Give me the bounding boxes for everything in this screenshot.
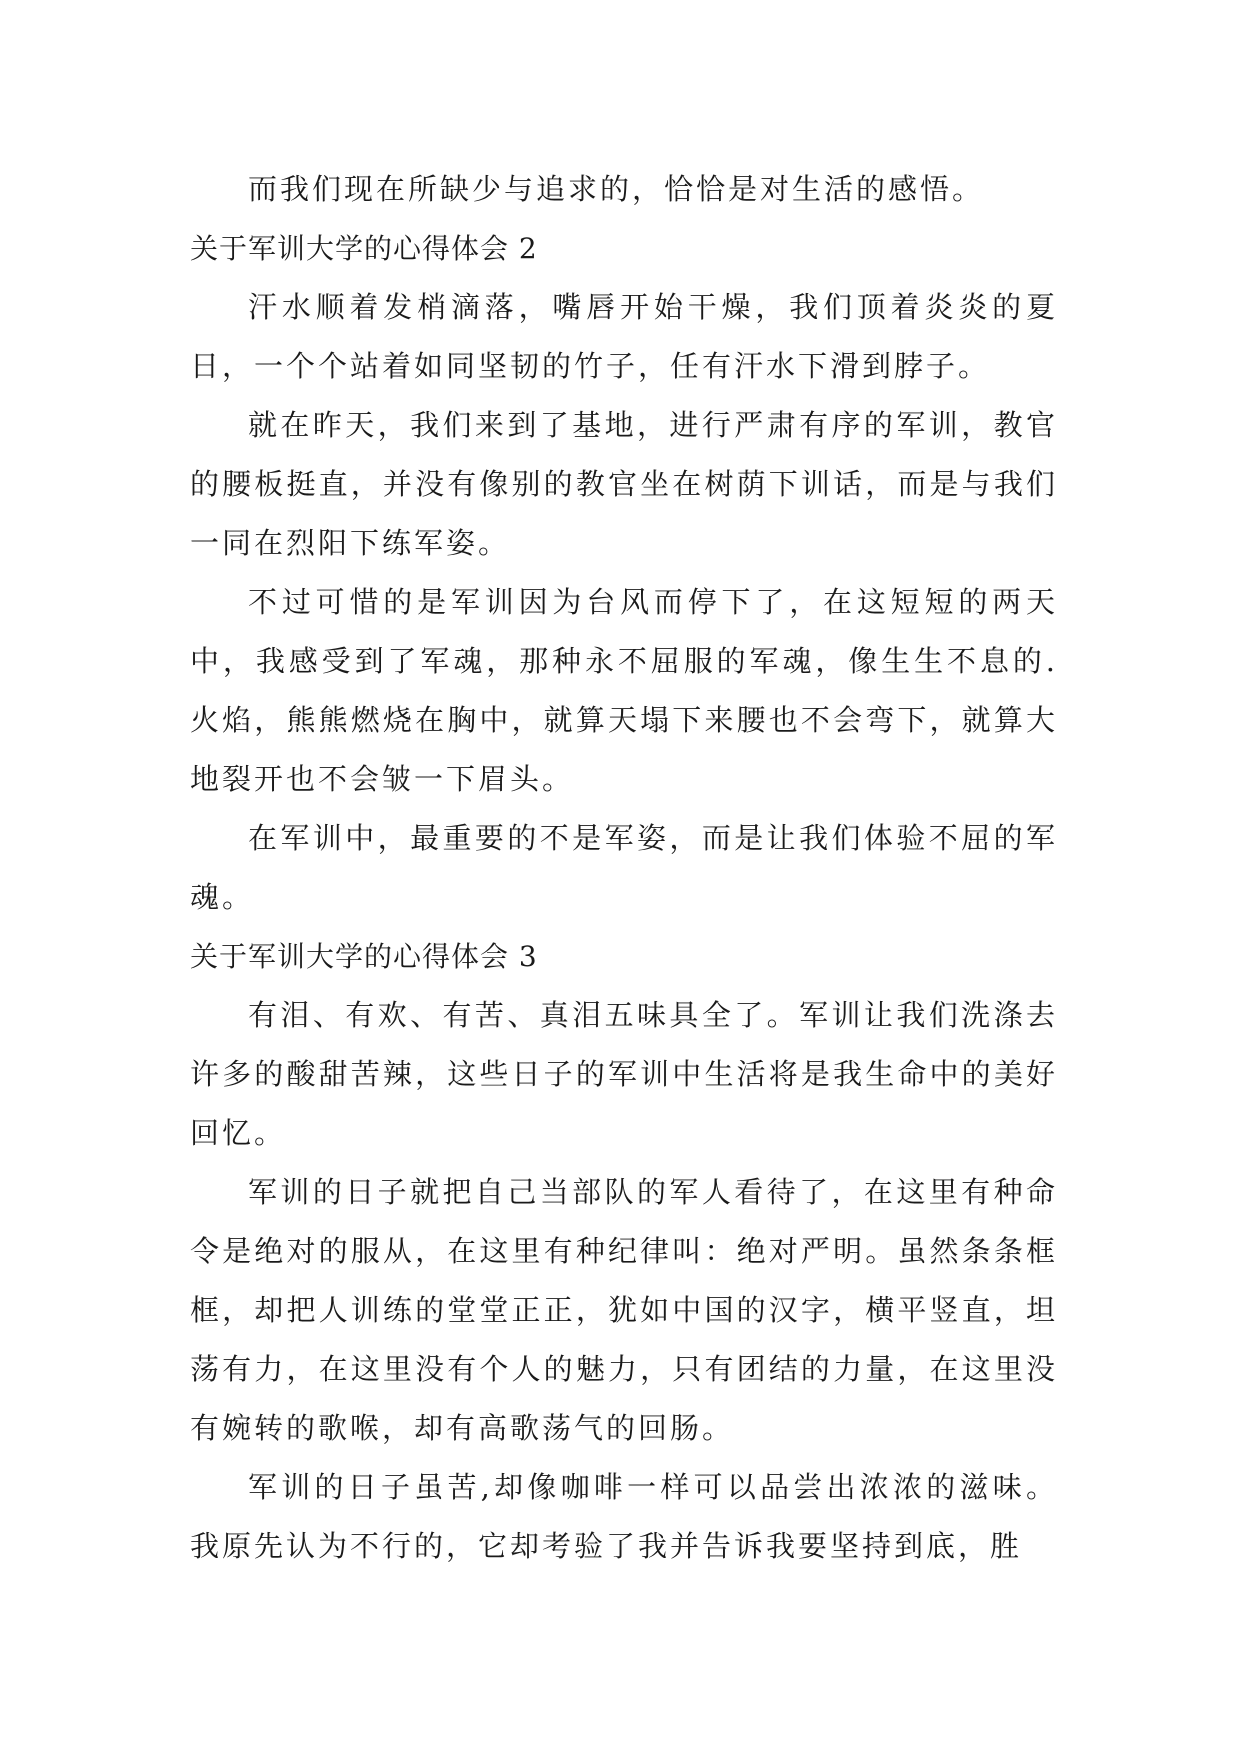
section-heading: 关于军训大学的心得体会 3 [190,940,538,973]
paragraph: 军训的日子就把自己当部队的军人看待了，在这里有种命令是绝对的服从，在这里有种纪律叫：绝对严明。虽然条条框框，却把人训练的堂堂正正，犹如中国的汉字，横平竖直，坦荡有力，在这里没有个人的魅力，只有团结的力量，在这里没有婉转的歌喉，却有高歌荡气的回肠。 [190,1175,1058,1445]
paragraph: 就在昨天，我们来到了基地，进行严肃有序的军训，教官的腰板挺直，并没有像别的教官坐在树荫下训话，而是与我们一同在烈阳下练军姿。 [190,408,1058,560]
paragraph: 有泪、有欢、有苦、真泪五味具全了。军训让我们洗涤去许多的酸甜苦辣，这些日子的军训中生活将是我生命中的美好回忆。 [190,998,1058,1150]
paragraph: 军训的日子虽苦,却像咖啡一样可以品尝出浓浓的滋味。我原先认为不行的，它却考验了我并告诉我要坚持到底，胜 [190,1470,1058,1563]
paragraph: 而我们现在所缺少与追求的，恰恰是对生活的感悟。 [248,172,985,206]
document-body [190,160,1058,1576]
paragraph: 汗水顺着发梢滴落，嘴唇开始干燥，我们顶着炎炎的夏日，一个个站着如同坚韧的竹子，任有汗水下滑到脖子。 [190,290,1058,383]
section-heading: 关于军训大学的心得体会 2 [190,232,538,265]
paragraph: 不过可惜的是军训因为台风而停下了，在这短短的两天中，我感受到了军魂，那种永不屈服的军魂，像生生不息的.火焰，熊熊燃烧在胸中，就算天塌下来腰也不会弯下，就算大地裂开也不会皱一下眉头。 [190,585,1058,796]
paragraph: 在军训中，最重要的不是军姿，而是让我们体验不屈的军魂。 [190,821,1058,914]
